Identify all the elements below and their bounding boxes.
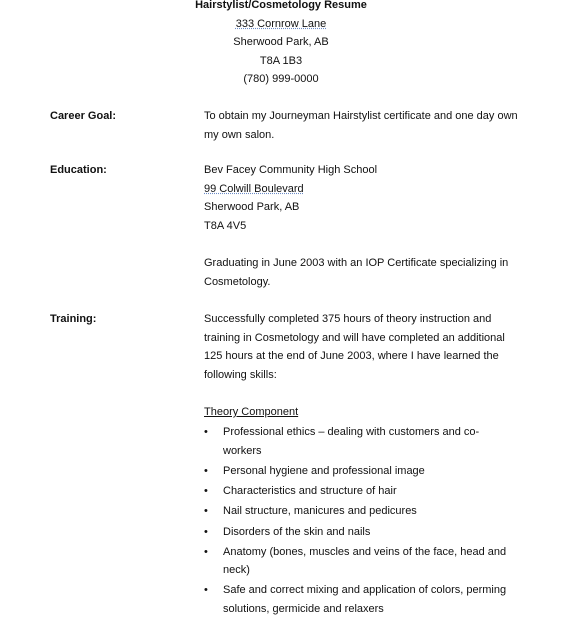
- postal-code: T8A 1B3: [259, 54, 303, 67]
- bullet-icon: •: [204, 525, 208, 538]
- training-content: [204, 310, 514, 619]
- skill-item: [204, 502, 514, 521]
- skill-text: Nail structure, manicures and pedicures: [223, 505, 417, 518]
- skill-item: [204, 462, 514, 481]
- skill-item: [204, 482, 514, 501]
- resume-header: [0, 0, 562, 89]
- skill-text: Personal hygiene and professional image: [223, 464, 425, 477]
- bullet-icon: •: [204, 464, 208, 477]
- skill-item: [204, 523, 514, 542]
- skill-text: Professional ethics – dealing with customers and co-workers: [223, 426, 480, 457]
- skills-list: [204, 423, 514, 619]
- school-postal: T8A 4V5: [204, 219, 247, 232]
- education-content: [204, 161, 524, 291]
- career-goal-text: To obtain my Journeyman Hairstylist certificate and one day own my own salon.: [204, 110, 518, 141]
- skill-text: Disorders of the skin and nails: [223, 525, 371, 538]
- skill-item: [204, 581, 514, 618]
- training-intro: Successfully completed 375 hours of theory instruction and training in Cosmetology and will have completed an additional 125 hours at the end of June 2003, where I have learned the following skills:: [204, 313, 505, 381]
- school-city: Sherwood Park, AB: [204, 201, 300, 214]
- address-line-1: 333 Cornrow Lane: [235, 17, 327, 30]
- career-goal-label: Career Goal:: [50, 110, 117, 122]
- bullet-icon: •: [204, 505, 208, 518]
- bullet-icon: •: [204, 485, 208, 498]
- skill-text: Anatomy (bones, muscles and veins of the face, head and neck): [223, 545, 507, 577]
- school-street: 99 Colwill Boulevard: [204, 182, 304, 195]
- skill-item: [204, 423, 514, 460]
- phone-number: (780) 999-0000: [243, 73, 319, 86]
- skill-text: Safe and correct mixing and application of colors, perming solutions, germicide and relaxers: [223, 584, 507, 616]
- spacer: [204, 235, 524, 254]
- career-goal-content: [204, 107, 524, 144]
- bullet-icon: •: [204, 426, 208, 439]
- skill-item: [204, 543, 514, 580]
- education-note: Graduating in June 2003 with an IOP Certificate specializing in Cosmetology.: [204, 256, 509, 288]
- education-label: Education:: [50, 164, 107, 176]
- training-label: Training:: [50, 313, 97, 325]
- spacer: [204, 384, 514, 403]
- skill-text: Characteristics and structure of hair: [223, 485, 397, 498]
- bullet-icon: •: [204, 545, 208, 558]
- theory-component-heading: Theory Component: [204, 405, 299, 418]
- address-line-2: Sherwood Park, AB: [233, 36, 329, 49]
- school-name: Bev Facey Community High School: [204, 164, 378, 176]
- resume-title: Hairstylist/Cosmetology Resume: [195, 0, 367, 11]
- bullet-icon: •: [204, 584, 208, 597]
